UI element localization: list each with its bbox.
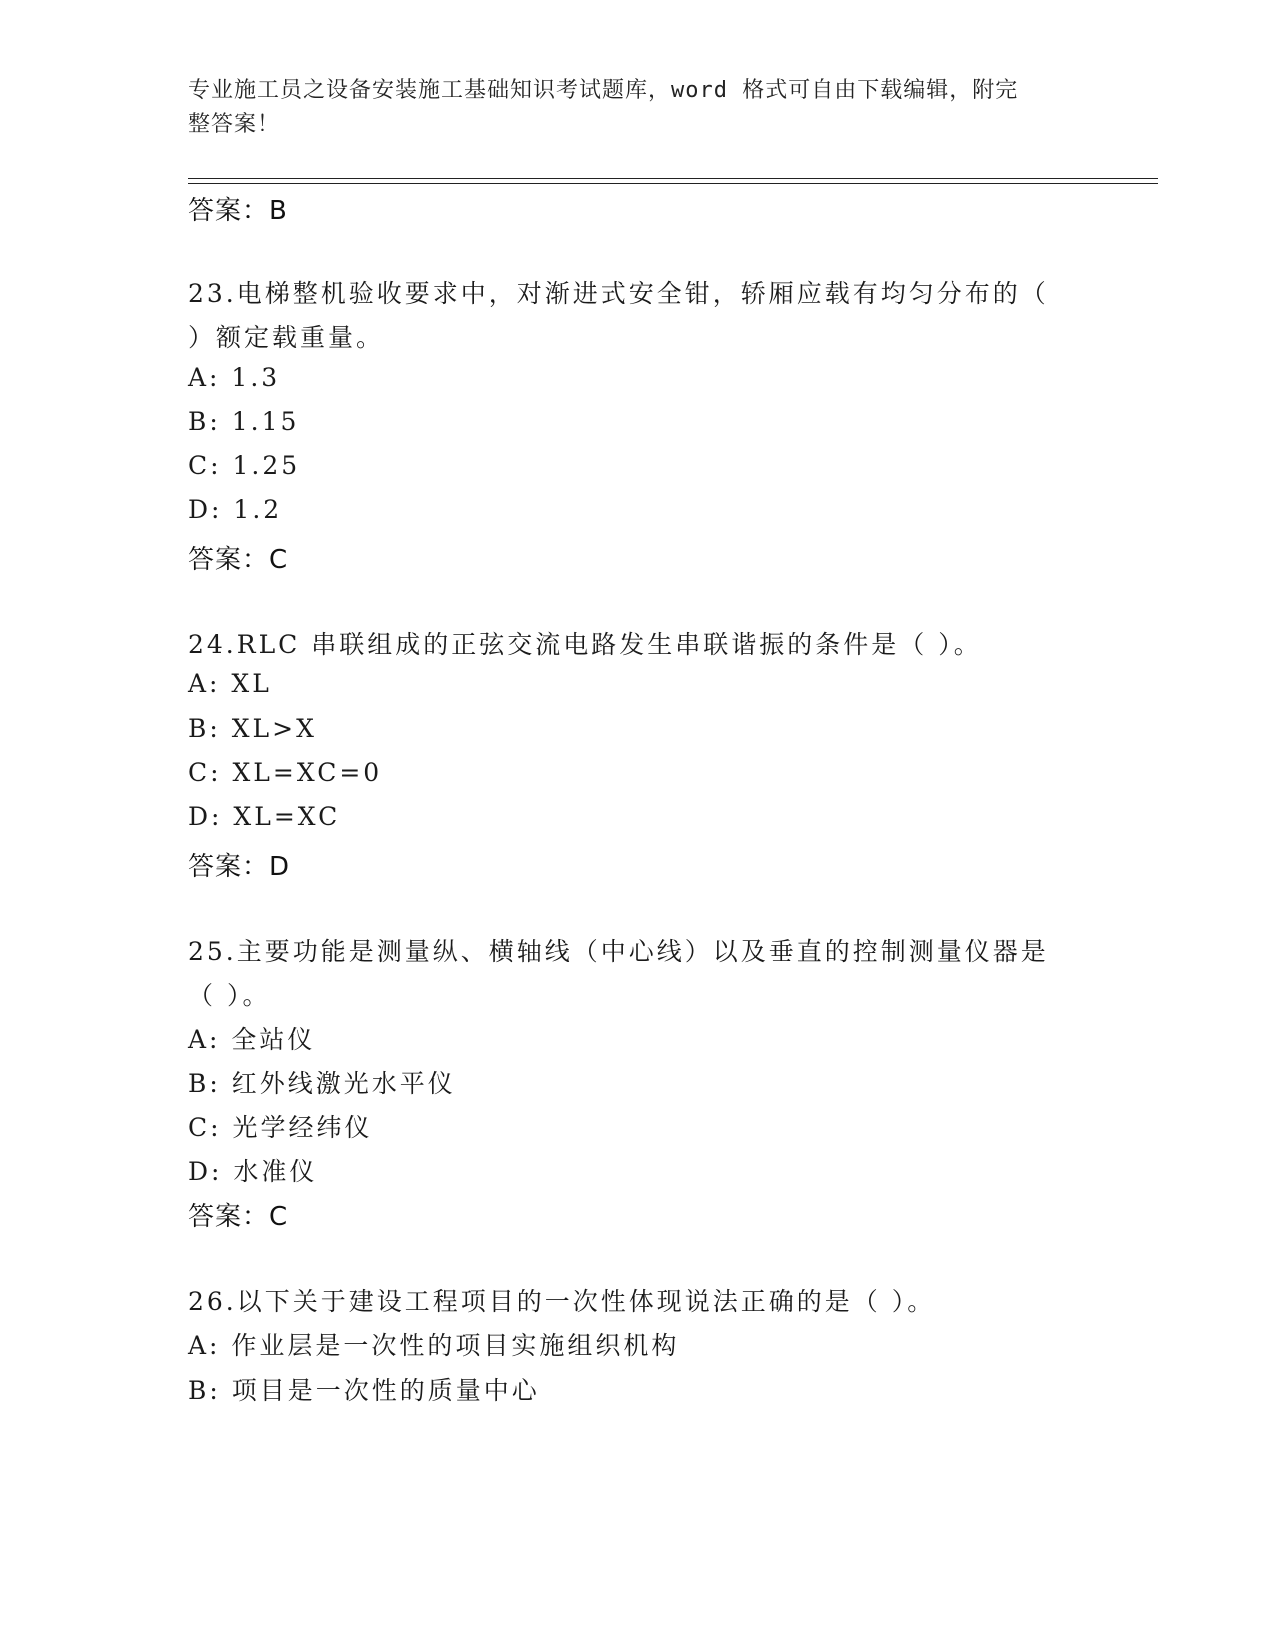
answer-q22: 答案：B — [188, 196, 288, 226]
question-25-option-c: C: 光学经纬仪 — [188, 1113, 373, 1142]
question-23-option-c: C: 1.25 — [188, 451, 301, 480]
header-line-2: 整答案！ — [188, 112, 281, 137]
question-23-stem-line-2: ）额定载重量。 — [188, 323, 385, 352]
question-25-stem-line-2: （ ）。 — [188, 981, 271, 1010]
question-24-option-a: A: XL — [188, 669, 272, 698]
answer-q23: 答案：C — [188, 545, 289, 575]
question-25-option-a: A: 全站仪 — [188, 1025, 316, 1054]
question-24-stem-line-1: 24.RLC 串联组成的正弦交流电路发生串联谐振的条件是（ ）。 — [188, 630, 982, 659]
question-23-stem-line-1: 23.电梯整机验收要求中，对渐进式安全钳，轿厢应载有均匀分布的（ — [188, 279, 1049, 308]
header-divider-bottom — [188, 183, 1158, 184]
question-25-option-b: B: 红外线激光水平仪 — [188, 1069, 456, 1098]
question-23-option-a: A: 1.3 — [188, 363, 281, 392]
question-24-option-c: C: XL=XC=0 — [188, 758, 383, 787]
header-line-1: 专业施工员之设备安装施工基础知识考试题库，word 格式可自由下载编辑，附完 — [188, 78, 1019, 103]
answer-q25: 答案：C — [188, 1202, 289, 1232]
question-26-option-a: A: 作业层是一次性的项目实施组织机构 — [188, 1331, 680, 1360]
question-24-option-d: D: XL=XC — [188, 802, 341, 831]
question-23-option-d: D: 1.2 — [188, 495, 283, 524]
document-header — [188, 74, 1068, 142]
question-26-option-b: B: 项目是一次性的质量中心 — [188, 1376, 540, 1405]
question-23-option-b: B: 1.15 — [188, 407, 300, 436]
question-26-stem-line-1: 26.以下关于建设工程项目的一次性体现说法正确的是（ ）。 — [188, 1287, 936, 1316]
question-25-option-d: D: 水准仪 — [188, 1157, 318, 1186]
question-24-option-b: B: XL>X — [188, 714, 317, 743]
question-25-stem-line-1: 25.主要功能是测量纵、横轴线（中心线）以及垂直的控制测量仪器是 — [188, 937, 1049, 966]
header-divider-top — [188, 178, 1158, 179]
answer-q24: 答案：D — [188, 852, 291, 882]
